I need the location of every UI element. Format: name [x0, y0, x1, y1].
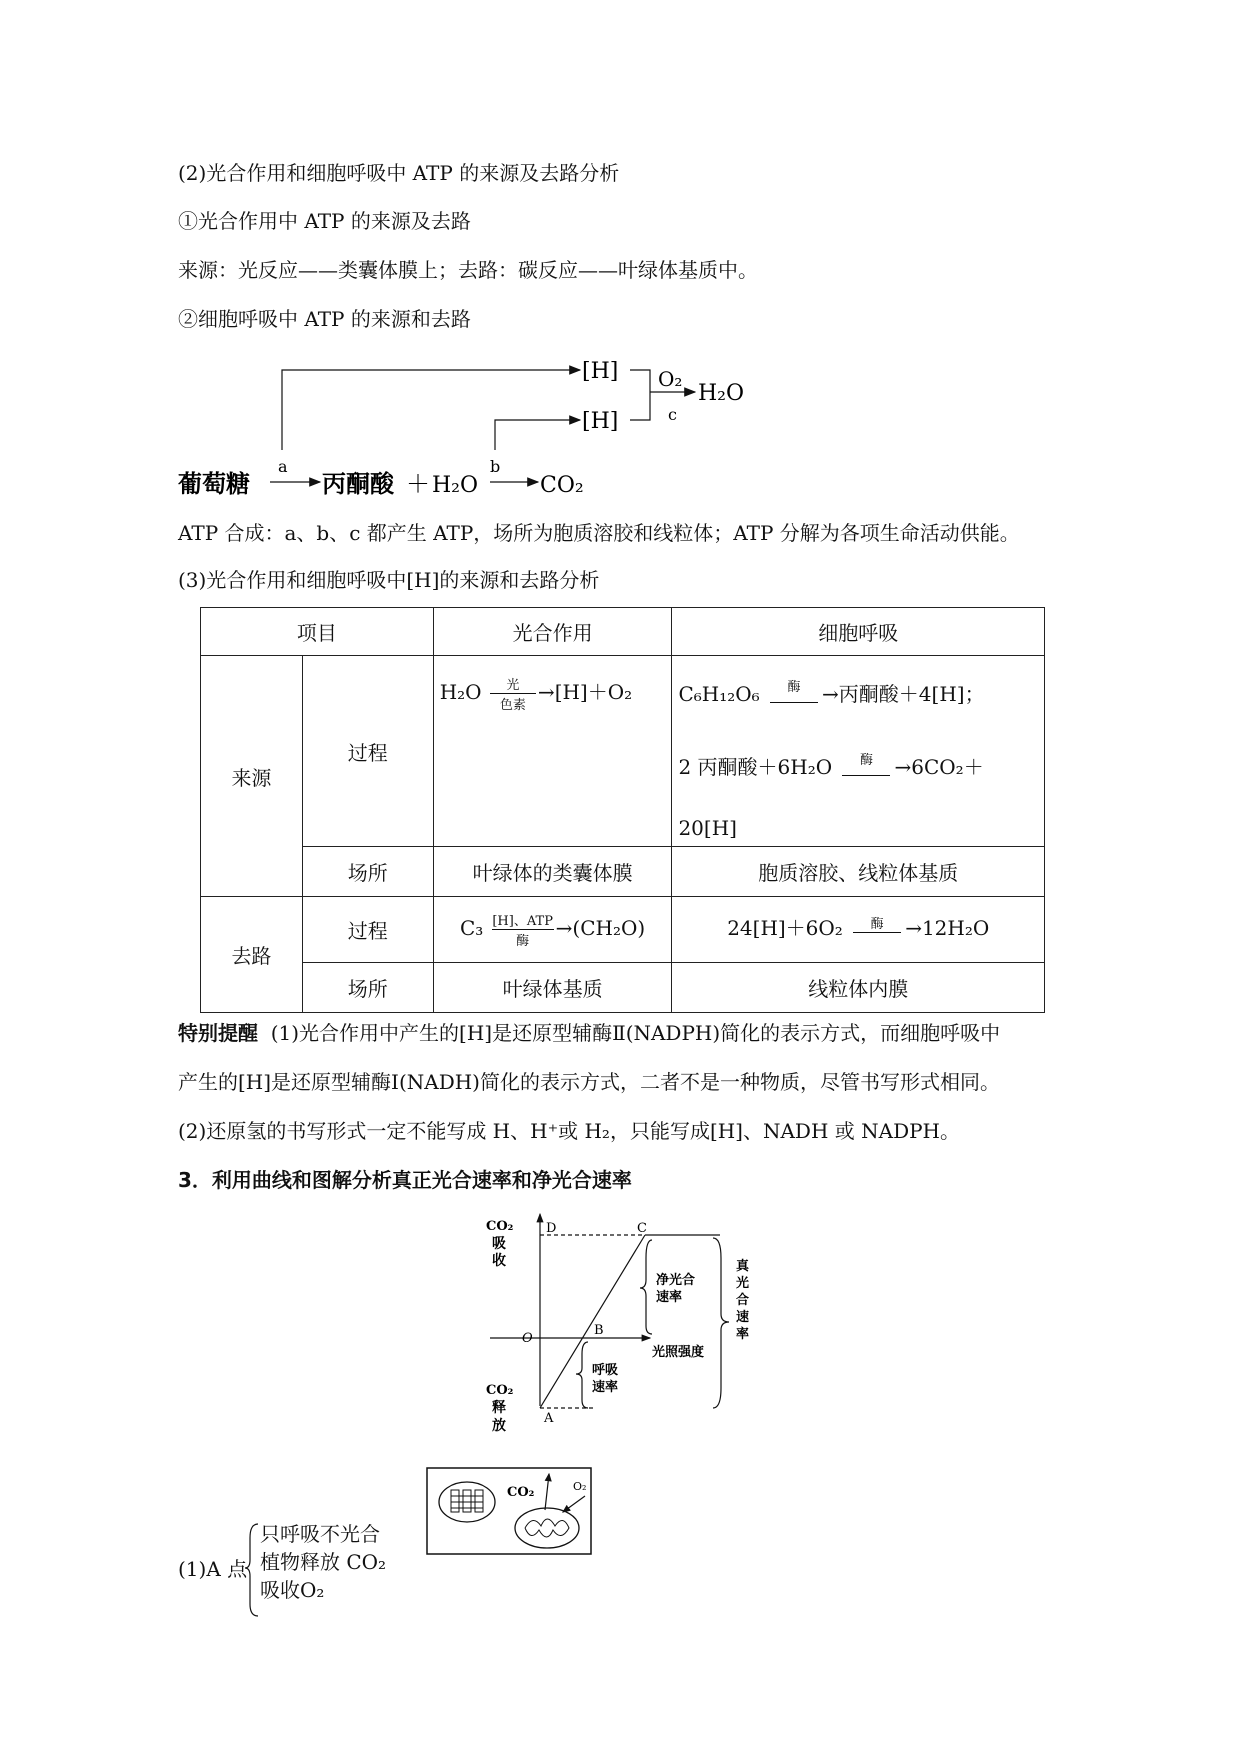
point-a: A: [544, 1411, 554, 1426]
release-1: 释: [492, 1400, 506, 1416]
source-process-label: 过程: [302, 656, 433, 847]
light-intensity-label: 光照强度: [652, 1345, 705, 1360]
source-resp-site: 胞质溶胶、线粒体基质: [672, 847, 1045, 897]
pyruvate-label: 丙酮酸: [322, 469, 394, 498]
dest-photo-process: C₃ [H]、ATP 酶 →(CH₂O): [433, 897, 672, 963]
release-2: 放: [492, 1418, 506, 1434]
real-rate-3: 合: [736, 1293, 750, 1308]
source-photo-process: H₂O 光 色素 →[H]＋O₂: [433, 656, 672, 847]
h-source-table: [200, 607, 1045, 1013]
point-a-line3: 吸收O₂: [260, 1578, 325, 1602]
section-3-heading: 3．利用曲线和图解分析真正光合速率和净光合速率: [178, 1168, 632, 1192]
real-rate-4: 速: [736, 1310, 750, 1325]
point-a-line2: 植物释放 CO₂: [260, 1550, 387, 1574]
resp-rate-1: 呼吸: [592, 1363, 619, 1378]
photosynthesis-rate-graph: [480, 1208, 780, 1448]
step-c-label: c: [668, 405, 677, 424]
source-photo-site: 叶绿体的类囊体膜: [433, 847, 672, 897]
header-photosynthesis: 光合作用: [433, 608, 672, 656]
special-note-label: 特别提醒: [178, 1021, 258, 1045]
row-source: 来源: [201, 656, 303, 897]
section-2-title: (2)光合作用和细胞呼吸中 ATP 的来源及去路分析: [178, 161, 620, 185]
subsection-2-title: ②细胞呼吸中 ATP 的来源和去路: [178, 307, 471, 331]
point-d: D: [546, 1221, 557, 1236]
point-a-brace: [244, 1520, 260, 1620]
step-a-label: a: [278, 457, 288, 476]
plus-sign: ＋: [406, 470, 430, 498]
absorb-1: 吸: [492, 1236, 506, 1252]
subsection-1-title: ①光合作用中 ATP 的来源及去路: [178, 209, 471, 233]
h-label-1: [H]: [582, 359, 619, 384]
source-resp-process: C₆H₁₂O₆ 酶 →丙酮酸＋4[H]； 2 丙酮酸＋6H₂O 酶 →6CO₂＋ 20[H]: [672, 656, 1045, 847]
point-a-line1: 只呼吸不光合: [260, 1522, 380, 1546]
h-label-2: [H]: [582, 409, 619, 434]
net-rate-1: 净光合: [656, 1273, 696, 1288]
dest-site-label: 场所: [302, 963, 433, 1013]
step-b-label: b: [490, 457, 501, 476]
special-note-line2: 产生的[H]是还原型辅酶Ⅰ(NADH)简化的表示方式，二者不是一种物质，尽管书写形式相同。: [178, 1070, 1000, 1094]
source-site-label: 场所: [302, 847, 433, 897]
dest-process-label: 过程: [302, 897, 433, 963]
water-label: H₂O: [432, 473, 479, 498]
atp-synthesis-text: ATP 合成：a、b、c 都产生 ATP，场所为胞质溶胶和线粒体；ATP 分解为各项生命活动供能。: [178, 521, 1020, 545]
header-respiration: 细胞呼吸: [672, 608, 1045, 656]
cell-o2-label: O₂: [573, 1480, 587, 1493]
real-rate-5: 率: [736, 1327, 750, 1342]
dest-photo-site: 叶绿体基质: [433, 963, 672, 1013]
special-note-line3: (2)还原氢的书写形式一定不能写成 H、H⁺或 H₂，只能写成[H]、NADH 或 NADPH。: [178, 1119, 961, 1143]
glucose-label: 葡萄糖: [178, 469, 250, 498]
net-rate-2: 速率: [656, 1290, 683, 1305]
real-rate-1: 真: [736, 1259, 750, 1274]
row-destination: 去路: [201, 897, 303, 1013]
subsection-1-text: 来源：光反应——类囊体膜上；去路：碳反应——叶绿体基质中。: [178, 258, 758, 282]
h2o-product: H₂O: [698, 381, 745, 406]
o2-label: O₂: [658, 367, 683, 391]
point-c: C: [637, 1221, 647, 1236]
point-b: B: [594, 1323, 604, 1338]
dest-resp-process: 24[H]＋6O₂ 酶 →12H₂O: [672, 897, 1045, 963]
co2-axis-bottom: CO₂: [486, 1383, 514, 1398]
cell-diagram: [425, 1466, 595, 1558]
respiration-diagram: [170, 350, 790, 500]
point-a-label: (1)A 点: [178, 1557, 248, 1581]
special-note-line1: 特别提醒 (1)光合作用中产生的[H]是还原型辅酶Ⅱ(NADPH)简化的表示方式，而细胞呼吸中: [178, 1021, 1001, 1045]
section-3-title: (3)光合作用和细胞呼吸中[H]的来源和去路分析: [178, 568, 600, 592]
dest-resp-site: 线粒体内膜: [672, 963, 1045, 1013]
header-item: 项目: [201, 608, 434, 656]
resp-rate-2: 速率: [592, 1380, 619, 1395]
origin-o: O: [522, 1331, 533, 1346]
absorb-2: 收: [492, 1253, 506, 1269]
cell-co2-label: CO₂: [507, 1485, 535, 1500]
real-rate-2: 光: [736, 1276, 750, 1291]
co2-product: CO₂: [540, 473, 584, 498]
co2-axis-top: CO₂: [486, 1219, 514, 1234]
